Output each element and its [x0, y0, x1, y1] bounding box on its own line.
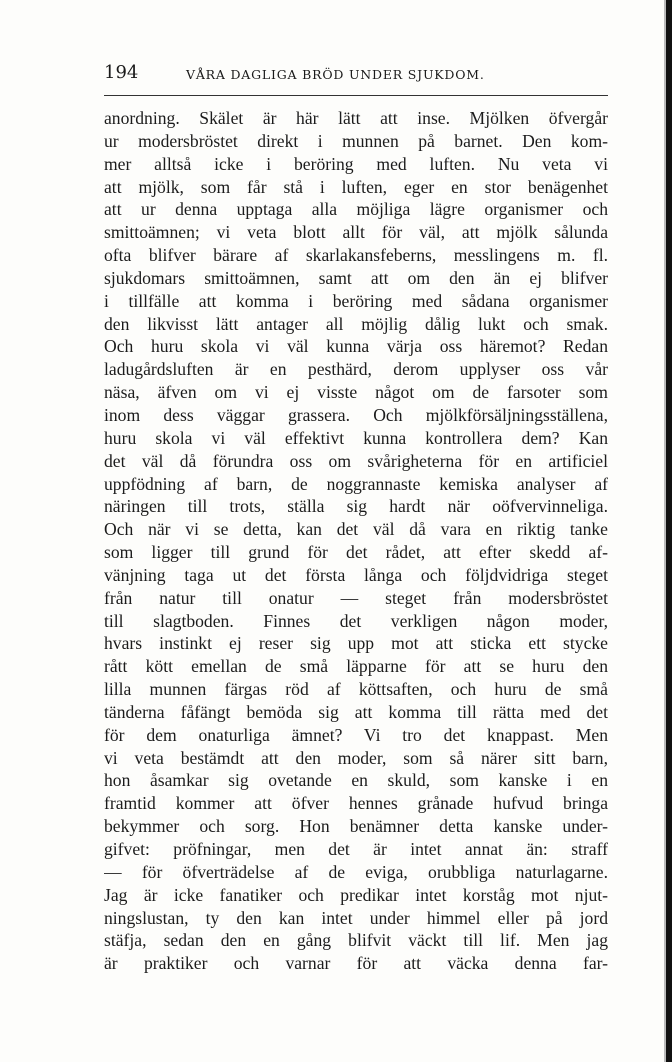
header-rule: [104, 95, 608, 96]
page-number: 194: [104, 62, 139, 83]
text-line: mer alltså icke i beröring med luften. Nu veta vi: [104, 153, 608, 174]
text-line: inom dess väggar grassera. Och mjölkförsäljningsställena,: [104, 404, 608, 425]
page-edge: [666, 0, 672, 1062]
text-line: att mjölk, som får stå i luften, eger en stor benägenhet: [104, 176, 608, 197]
text-line: smittoämnen; vi veta blott allt för väl, att mjölk sålunda: [104, 222, 608, 243]
text-line: stäfja, sedan den en gång blifvit väckt till lif. Men jag: [104, 930, 608, 951]
text-line: till slagtboden. Finnes det verkligen någon moder,: [104, 610, 608, 631]
text-line: framtid kommer att öfver hennes grånade hufvud bringa: [104, 793, 608, 814]
page-header: [104, 62, 608, 88]
text-line: är praktiker och varnar för att väcka denna far-: [104, 953, 608, 974]
text-line: från natur till onatur — steget från modersbröstet: [104, 587, 608, 608]
text-line: ningslustan, ty den kan intet under himmel eller på jord: [104, 907, 608, 928]
text-line: den likvisst lätt antager all möjlig dålig lukt och smak.: [104, 313, 608, 334]
text-line: hon åsamkar sig ovetande en skuld, som kanske i en: [104, 770, 608, 791]
text-line: ur modersbröstet direkt i munnen på barnet. Den kom-: [104, 130, 608, 151]
text-line: i tillfälle att komma i beröring med sådana organismer: [104, 290, 608, 311]
text-line: att ur denna upptaga alla möjliga lägre organismer och: [104, 199, 608, 220]
text-line: rått kött emellan de små läpparne för att se huru den: [104, 656, 608, 677]
text-line: Och när vi se detta, kan det väl då vara en riktig tanke: [104, 519, 608, 540]
text-line: för dem onaturliga ämnet? Vi tro det knappast. Men: [104, 724, 608, 745]
text-line: hvars instinkt ej reser sig upp mot att sticka ett stycke: [104, 633, 608, 654]
text-line: det väl då förundra oss om svårigheterna för en artificiel: [104, 450, 608, 471]
text-line: bekymmer och sorg. Hon benämner detta kanske under-: [104, 816, 608, 837]
text-line: ladugårdsluften är en pesthärd, derom upplyser oss vår: [104, 359, 608, 380]
text-line: vi veta bestämdt att den moder, som så närer sitt barn,: [104, 747, 608, 768]
text-line: vänjning taga ut det första långa och följdvidriga steget: [104, 564, 608, 585]
text-line: huru skola vi väl effektivt kunna kontrollera dem? Kan: [104, 427, 608, 448]
text-line: som ligger till grund för det rådet, att efter skedd af-: [104, 542, 608, 563]
text-line: näringen till trots, ställa sig hardt när oöfvervinneliga.: [104, 496, 608, 517]
text-line: — för öfverträdelse af de eviga, orubbliga naturlagarne.: [104, 861, 608, 882]
text-line: uppfödning af barn, de noggrannaste kemiska analyser af: [104, 473, 608, 494]
text-line: lilla munnen färgas röd af köttsaften, och huru de små: [104, 679, 608, 700]
text-line: sjukdomars smittoämnen, samt att om den än ej blifver: [104, 267, 608, 288]
text-line: anordning. Skälet är här lätt att inse. Mjölken öfvergår: [104, 108, 608, 128]
text-line: näsa, äfven om vi ej visste något om de farsoter som: [104, 382, 608, 403]
text-line: ofta blifver bärare af skarlakansfeberns, messlingens m. fl.: [104, 245, 608, 266]
text-line: tänderna fåfängt bemöda sig att komma till rätta med det: [104, 701, 608, 722]
body-text: [104, 107, 608, 975]
text-line: Och huru skola vi väl kunna värja oss häremot? Redan: [104, 336, 608, 357]
running-head: VÅRA DAGLIGA BRÖD UNDER SJUKDOM.: [186, 67, 485, 82]
text-line: gifvet: pröfningar, men det är intet annat än: straff: [104, 839, 608, 859]
text-line: Jag är icke fanatiker och predikar intet korståg mot njut-: [104, 884, 608, 905]
